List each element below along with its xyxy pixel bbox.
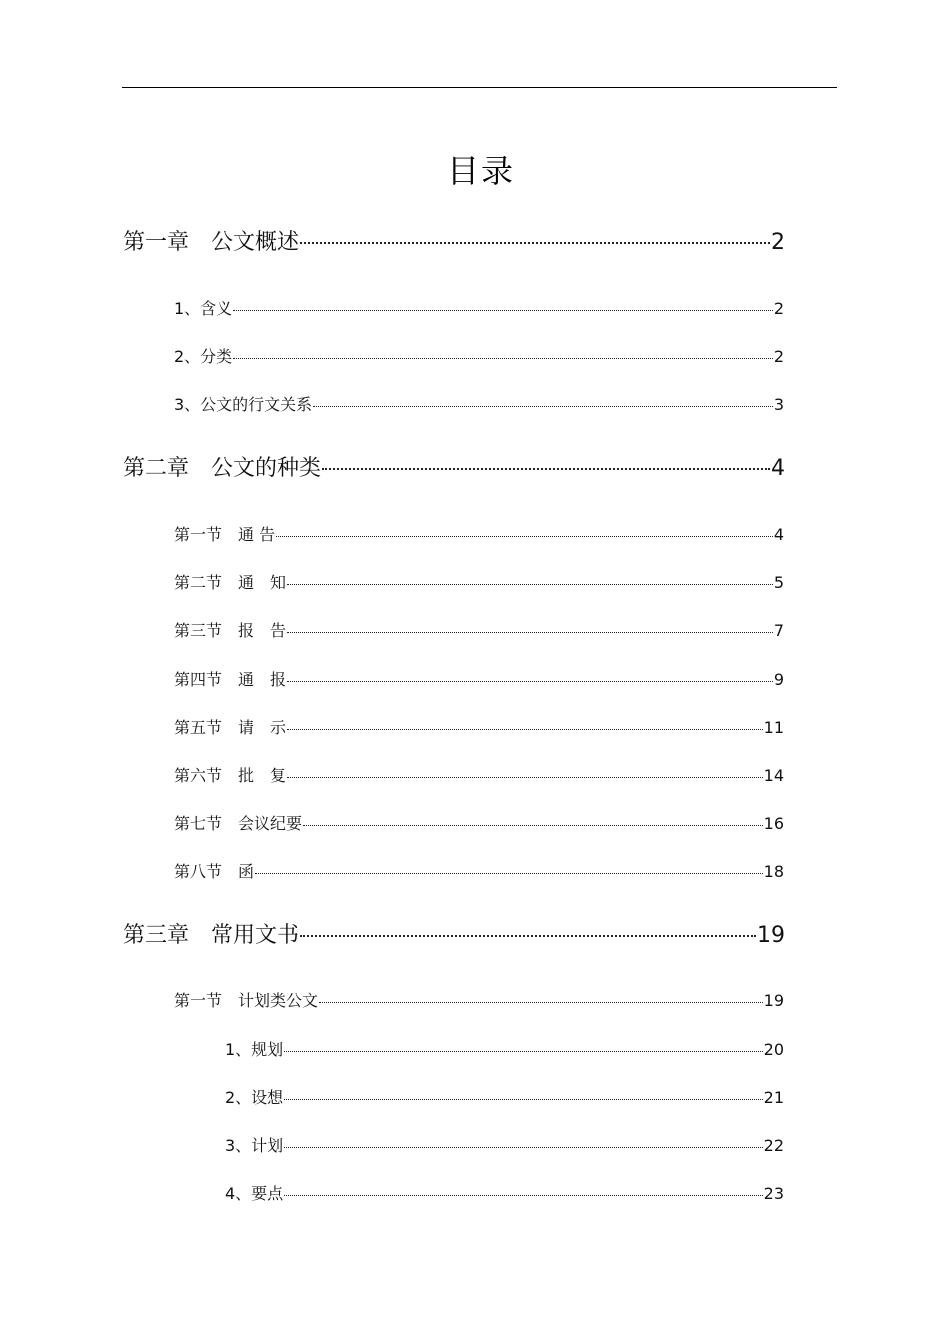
toc-page-number: 3 — [773, 395, 784, 414]
toc-page-number: 22 — [763, 1136, 784, 1155]
header-rule — [122, 87, 837, 88]
toc-page-number: 7 — [773, 621, 784, 640]
toc-entry[interactable] — [174, 297, 784, 319]
toc-subentry-label: 4、要点 — [225, 1184, 284, 1203]
dot-leader — [284, 1179, 762, 1196]
dot-leader — [287, 761, 763, 778]
toc-page-number: 11 — [763, 718, 784, 737]
toc-page-number: 14 — [763, 766, 784, 785]
toc-entry-label: 2、分类 — [174, 347, 233, 366]
toc-entry-label: 第七节 会议纪要 — [174, 814, 303, 833]
toc-page-number: 2 — [773, 299, 784, 318]
dot-leader — [287, 616, 773, 633]
toc-page-number: 4 — [771, 456, 785, 481]
dot-leader — [255, 857, 763, 874]
toc-chapter-3[interactable] — [123, 918, 785, 948]
toc-chapter-2[interactable] — [123, 451, 785, 481]
dot-leader — [287, 713, 763, 730]
dot-leader — [300, 220, 770, 244]
toc-page-number: 23 — [763, 1184, 784, 1203]
page-title: 目录 — [446, 152, 515, 191]
toc-entry[interactable] — [174, 523, 784, 545]
toc-entry[interactable] — [174, 571, 784, 593]
toc-page-number: 2 — [771, 230, 785, 255]
toc-subentry-label: 3、计划 — [225, 1136, 284, 1155]
toc-subentry-label: 1、规划 — [225, 1040, 284, 1059]
dot-leader — [303, 809, 763, 826]
toc-page-number: 5 — [773, 573, 784, 592]
toc-page-number: 2 — [773, 347, 784, 366]
toc-page-number: 19 — [757, 923, 785, 948]
toc-entry-label: 1、含义 — [174, 299, 233, 318]
dot-leader — [233, 294, 773, 311]
toc-page-number: 9 — [773, 670, 784, 689]
toc-entry[interactable] — [174, 619, 784, 641]
toc-page-number: 20 — [763, 1040, 784, 1059]
toc-entry[interactable] — [174, 716, 784, 738]
dot-leader — [319, 986, 763, 1003]
dot-leader — [233, 342, 773, 359]
toc-entry-label: 第四节 通 报 — [174, 670, 287, 689]
dot-leader — [313, 390, 773, 407]
dot-leader — [322, 446, 770, 470]
toc-chapter-label: 第三章 常用文书 — [123, 923, 300, 948]
toc-entry[interactable] — [174, 989, 784, 1011]
toc-entry-label: 第六节 批 复 — [174, 766, 287, 785]
toc-page-number: 18 — [763, 862, 784, 881]
toc-chapter-1[interactable] — [123, 225, 785, 255]
dot-leader — [300, 913, 756, 937]
toc-entry-label: 第一节 通 告 — [174, 525, 276, 544]
toc-entry[interactable] — [174, 345, 784, 367]
dot-leader — [276, 520, 773, 537]
toc-subentry[interactable] — [225, 1038, 784, 1060]
dot-leader — [287, 665, 773, 682]
toc-subentry[interactable] — [225, 1182, 784, 1204]
toc-entry-label: 第二节 通 知 — [174, 573, 287, 592]
toc-entry[interactable] — [174, 393, 784, 415]
toc-entry[interactable] — [174, 668, 784, 690]
dot-leader — [284, 1035, 762, 1052]
toc-entry-label: 3、公文的行文关系 — [174, 395, 313, 414]
dot-leader — [284, 1131, 762, 1148]
toc-entry[interactable] — [174, 812, 784, 834]
toc-entry[interactable] — [174, 764, 784, 786]
toc-entry-label: 第五节 请 示 — [174, 718, 287, 737]
dot-leader — [287, 568, 773, 585]
toc-entry-label: 第八节 函 — [174, 862, 255, 881]
toc-page-number: 19 — [763, 991, 784, 1010]
toc-page-number: 4 — [773, 525, 784, 544]
toc-page-number: 16 — [763, 814, 784, 833]
toc-page-number: 21 — [763, 1088, 784, 1107]
toc-entry[interactable] — [174, 860, 784, 882]
toc-chapter-label: 第二章 公文的种类 — [123, 456, 322, 481]
toc-chapter-label: 第一章 公文概述 — [123, 230, 300, 255]
toc-subentry-label: 2、设想 — [225, 1088, 284, 1107]
toc-entry-label: 第三节 报 告 — [174, 621, 287, 640]
toc-subentry[interactable] — [225, 1086, 784, 1108]
toc-subentry[interactable] — [225, 1134, 784, 1156]
toc-entry-label: 第一节 计划类公文 — [174, 991, 319, 1010]
dot-leader — [284, 1083, 762, 1100]
